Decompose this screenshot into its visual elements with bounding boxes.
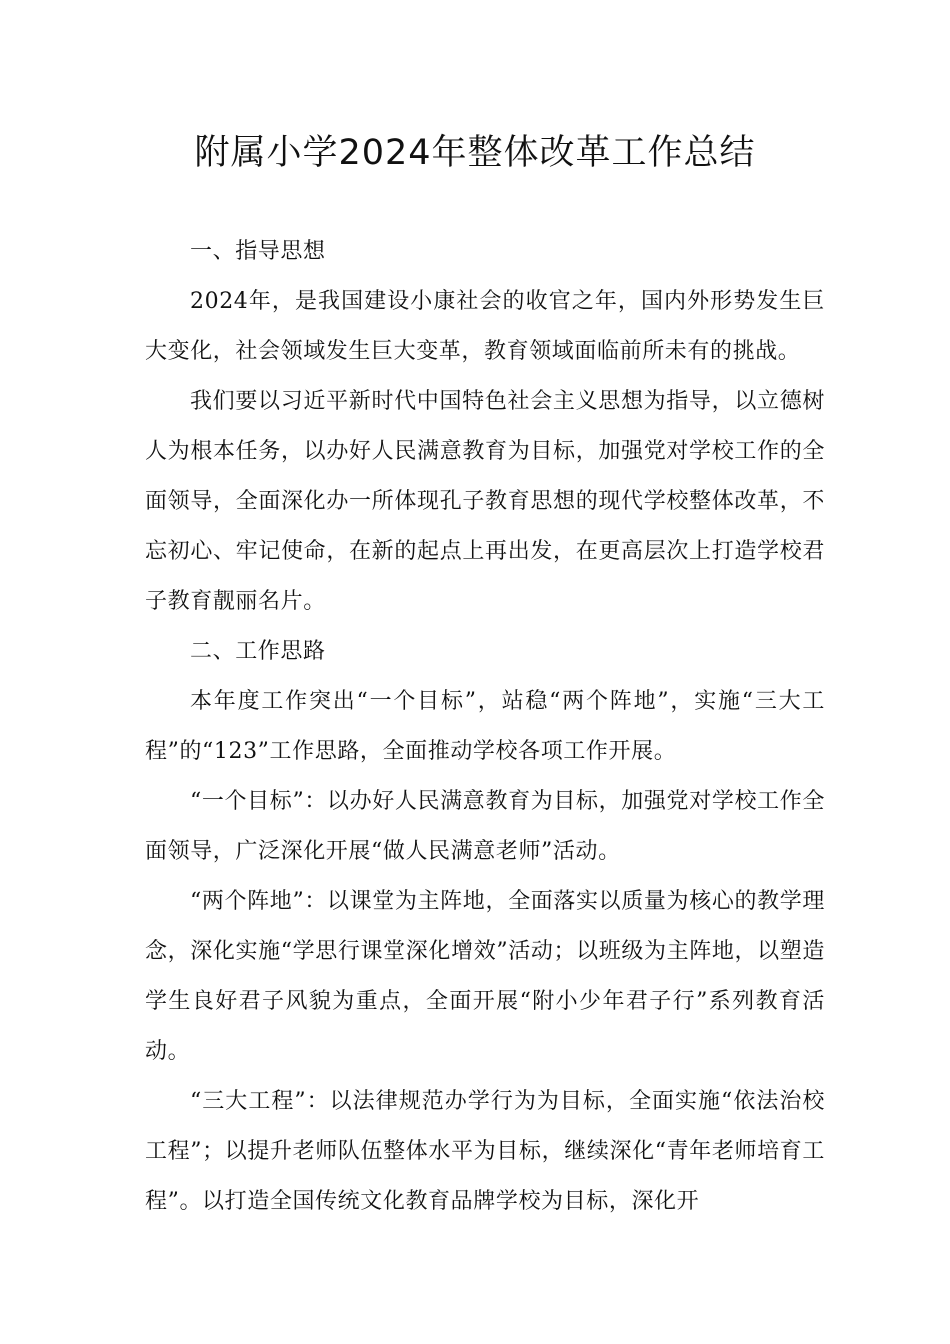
document-body — [145, 227, 825, 1227]
document-title: 附属小学2024年整体改革工作总结 — [194, 133, 756, 173]
section-heading-work-approach: 二、工作思路 — [190, 639, 326, 664]
paragraph: 本年度工作突出“一个目标”，站稳“两个阵地”，实施“三大工程”的“123”工作思路，全面推动学校各项工作开展。 — [145, 689, 825, 764]
paragraph: 2024年，是我国建设小康社会的收官之年，国内外形势发生巨大变化，社会领域发生巨大变革，教育领域面临前所未有的挑战。 — [145, 289, 825, 364]
paragraph: “一个目标”：以办好人民满意教育为目标，加强党对学校工作全面领导，广泛深化开展“做人民满意老师”活动。 — [145, 789, 825, 864]
section-heading-guiding-ideology: 一、指导思想 — [190, 239, 326, 264]
paragraph: 我们要以习近平新时代中国特色社会主义思想为指导，以立德树人为根本任务，以办好人民满意教育为目标，加强党对学校工作的全面领导，全面深化办一所体现孔子教育思想的现代学校整体改革，不忘初心、牢记使命，在新的起点上再出发，在更高层次上打造学校君子教育靓丽名片。 — [145, 389, 825, 614]
paragraph: “两个阵地”：以课堂为主阵地，全面落实以质量为核心的教学理念，深化实施“学思行课堂深化增效”活动；以班级为主阵地，以塑造学生良好君子风貌为重点，全面开展“附小少年君子行”系列教育活动。 — [145, 889, 825, 1064]
paragraph: “三大工程”：以法律规范办学行为为目标，全面实施“依法治校工程”；以提升老师队伍整体水平为目标，继续深化“青年老师培育工程”。以打造全国传统文化教育品牌学校为目标，深化开 — [145, 1089, 825, 1214]
